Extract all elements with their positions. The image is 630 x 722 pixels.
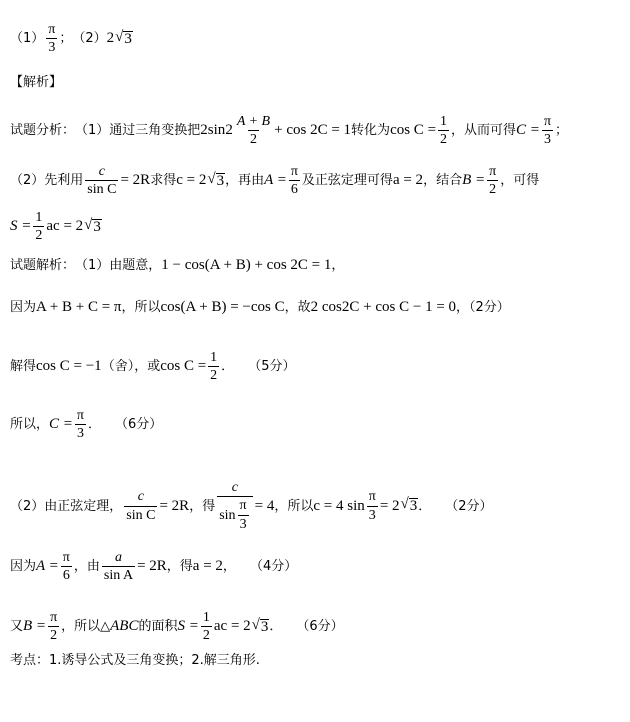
math-fraction: $\frac{\pi}{3}$ — [76, 408, 84, 442]
solution-text: 因为 — [10, 300, 37, 315]
math-sqrt: √ 3 — [251, 617, 269, 636]
score-note: ，（2分） — [456, 300, 510, 315]
solution-text: ， — [222, 559, 236, 575]
math-coef: 2 — [200, 122, 208, 139]
math-expression: cos C = — [160, 358, 207, 375]
analysis-text: 求得 — [150, 173, 177, 189]
score-note: （6分） — [296, 619, 344, 635]
analysis-line-3 — [10, 210, 626, 244]
solution-text: ． — [418, 498, 432, 514]
math-expression: = 2R — [120, 172, 151, 189]
math-fraction: $\frac{1}{2}$ — [202, 610, 210, 644]
math-expression: cos C = — [390, 122, 437, 139]
solution-line-2 — [10, 300, 626, 315]
solution-line-4 — [10, 408, 626, 442]
analysis-line-1 — [10, 114, 626, 148]
analysis-text: （1）通过三角变换把 — [75, 123, 201, 139]
math-fraction: $\frac{\pi}{2}$ — [489, 164, 497, 198]
analysis-line-2 — [10, 164, 626, 198]
solution-text: ． — [87, 417, 101, 433]
answer-part1-fraction: $\frac{\pi}{3}$ — [48, 22, 56, 56]
answer-part2-coef: 2 — [106, 30, 115, 47]
score-note: （2分） — [445, 498, 493, 514]
key-points: 考点：1.诱导公式及三角变换；2.解三角形. — [10, 653, 260, 668]
score-note: （6分） — [115, 417, 163, 433]
solution-text: ， — [331, 258, 345, 273]
solution-text: ． — [221, 359, 235, 375]
analysis-text: 及正弦定理可得 — [301, 173, 393, 189]
solution-text: 又 — [10, 619, 24, 635]
analysis-text: （2）先利用 — [10, 173, 84, 189]
answer-part2-sqrt: √ 3 — [115, 29, 132, 48]
math-expression: ac = 2 — [46, 218, 84, 235]
score-note: （5分） — [248, 359, 296, 375]
solution-line-3 — [10, 350, 626, 384]
solution-text: 所以， — [10, 417, 50, 433]
math-sqrt: √ 3 — [400, 496, 418, 515]
solution-text: ，得 — [166, 559, 193, 575]
math-fraction: $\frac{1}{2}$ — [440, 114, 448, 148]
math-expression: S = — [10, 218, 32, 235]
solution-text: ，所以△ — [61, 619, 111, 635]
solution-text: ． — [269, 619, 283, 635]
solution-text: （舍），或 — [101, 359, 161, 375]
math-fraction: $\frac{a}{\text{sin A}}$ — [103, 550, 134, 584]
math-expression: c = 4 sin — [313, 497, 365, 514]
solution-text: 因为 — [10, 559, 37, 575]
math-expression: = 2 — [379, 497, 400, 514]
math-expression: A = — [264, 172, 287, 189]
math-fraction: $\frac{A + B}{2}$ — [236, 114, 271, 148]
solution-line-7 — [10, 610, 626, 644]
math-expression: A = — [36, 558, 59, 575]
math-fraction: $\frac{\pi}{2}$ — [50, 610, 58, 644]
solution-line-6 — [10, 550, 626, 584]
solution-text: ，所以 — [121, 300, 161, 315]
analysis-text: ； — [555, 123, 569, 139]
math-expression: B = — [462, 172, 486, 189]
section-jiexi: 【解析】 — [10, 75, 63, 90]
math-sqrt: √ 3 — [207, 171, 225, 190]
math-exponent: 2 — [341, 299, 350, 315]
solution-label: 试题解析： — [10, 258, 76, 273]
solution-text: ，由 — [73, 559, 100, 575]
math-expression: C = — [516, 122, 540, 139]
analysis-text: ，可得 — [500, 173, 540, 189]
math-expression: = 2R — [137, 558, 167, 575]
math-expression: a = 2 — [392, 172, 424, 189]
math-expression: = 4 — [254, 497, 275, 514]
answer-part2-label: （2） — [72, 31, 107, 47]
analysis-text: ，从而可得 — [451, 123, 517, 139]
solution-text: ，故 — [284, 300, 311, 315]
math-fraction: $\frac{1}{2}$ — [35, 210, 43, 244]
solution-text: ，得 — [189, 498, 216, 514]
answer-part1-label: （1） — [10, 31, 45, 47]
analysis-label: 试题分析： — [10, 123, 76, 139]
math-expression: S = — [177, 618, 199, 635]
math-expression: C + cos C − 1 = 0 — [349, 299, 457, 315]
math-expression: ac = 2 — [213, 618, 251, 635]
score-note: （4分） — [249, 559, 298, 575]
answer-line — [10, 22, 626, 56]
solution-text: （2）由正弦定理， — [10, 498, 123, 514]
math-expression: cos(A + B) = −cos C — [160, 299, 285, 315]
math-exponent: 2 — [225, 122, 233, 139]
math-expression: ABC — [110, 618, 139, 635]
math-expression: a = 2 — [192, 558, 223, 575]
analysis-text: ，再由 — [225, 173, 265, 189]
math-expression: B = — [23, 618, 47, 635]
analysis-text: 转化为 — [351, 123, 391, 139]
math-fraction: $\frac{\pi}{6}$ — [290, 164, 298, 198]
math-fraction: $\frac{\pi}{3}$ — [368, 489, 376, 523]
math-expression: = 2R — [159, 497, 190, 514]
math-fraction: $\frac{\pi}{6}$ — [62, 550, 70, 584]
math-expression: + cos 2C = 1 — [274, 122, 352, 139]
solution-line-1 — [10, 258, 626, 273]
solution-text: 的面积 — [138, 619, 178, 635]
math-expression: 2 cos — [310, 299, 342, 315]
solution-text: （1）由题意， — [75, 258, 162, 273]
math-expression: A + B + C = π — [36, 299, 122, 315]
math-sqrt: √ 3 — [84, 217, 101, 236]
math-expression: 1 − cos(A + B) + cos 2C = 1 — [161, 257, 332, 273]
math-fraction: $\frac{c}{\text{sin C}}$ — [126, 489, 156, 523]
math-complex-fraction: c sin $\frac{\pi}{3}$ — [217, 480, 252, 532]
solution-line-5 — [10, 480, 626, 532]
math-expression: cos C = −1 — [36, 358, 102, 375]
solution-text: 解得 — [10, 359, 37, 375]
solution-text: ，所以 — [274, 498, 314, 514]
math-fraction: $\frac{1}{2}$ — [210, 350, 218, 384]
math-expression: c = 2 — [176, 172, 207, 189]
math-fraction: $\frac{c}{\text{sin C}}$ — [87, 164, 117, 198]
answer-separator: ； — [59, 31, 73, 47]
math-sin: sin — [207, 122, 226, 139]
math-expression: C = — [49, 416, 73, 433]
analysis-text: ，结合 — [423, 173, 463, 189]
math-fraction: $\frac{\pi}{3}$ — [543, 114, 552, 148]
